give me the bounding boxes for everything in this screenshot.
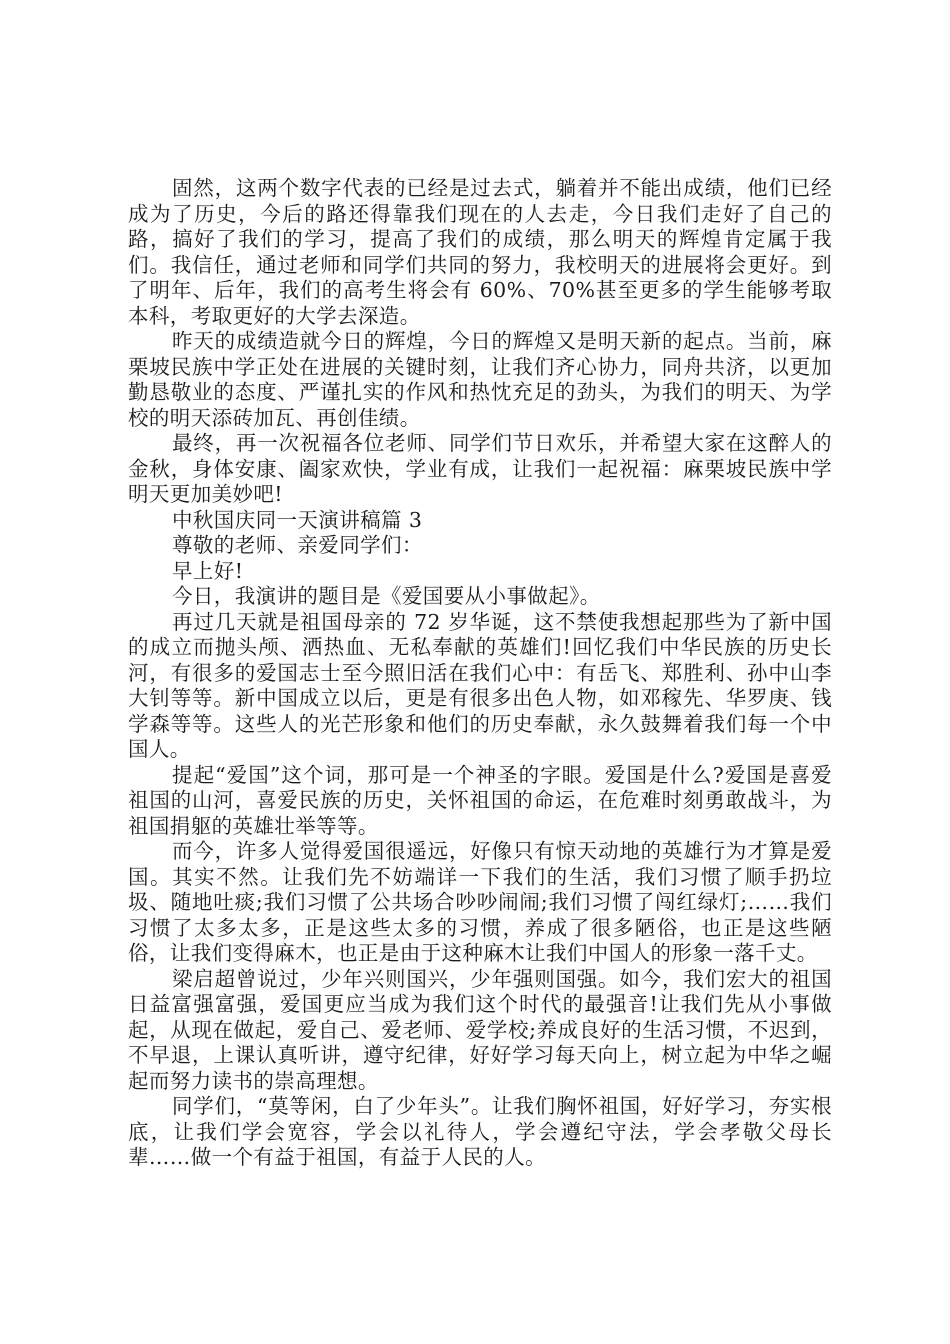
salutation: 尊敬的老师、亲爱同学们： xyxy=(172,533,423,557)
paragraph-yesterday: 昨天的成绩造就今日的辉煌，今日的辉煌又是明天新的起点。当前，麻栗坡民族中学正处在进展的关键时刻，让我们齐心协力，同舟共济，以更加勤恳敬业的态度、严谨扎实的作风和热忱充足的劲头，为我们的明天、为学校的明天添砖加瓦、再创佳绩。 xyxy=(128,329,832,430)
paragraph-conclusion: 同学们，“莫等闲，白了少年头”。让我们胸怀祖国，好好学习，夯实根底，让我们学会宽容，学会以礼待人，学会遵纪守法，学会孝敬父母长辈……做一个有益于祖国，有益于人民的人。 xyxy=(128,1094,832,1169)
paragraph-final-wishes: 最终，再一次祝福各位老师、同学们节日欢乐，并希望大家在这醉人的金秋，身体安康、阖家欢快，学业有成，让我们一起祝福：麻栗坡民族中学明天更加美妙吧! xyxy=(128,431,832,506)
paragraph-topic: 今日，我演讲的题目是《爱国要从小事做起》。 xyxy=(172,584,601,608)
greeting: 早上好! xyxy=(172,558,244,583)
paragraph-heroes: 再过几天就是祖国母亲的 72 岁华诞，这不禁使我想起那些为了新中国的成立而抛头颅、洒热血、无私奉献的英雄们!回忆我们中华民族的历史长河，有很多的爱国志士至今照旧活在我们心中：有岳飞、郑胜利、孙中山李大钊等等。新中国成立以后，更是有很多出色人物，如邓稼先、华罗庚、钱学森等等。这些人的光芒形象和他们的历史奉献，永久鼓舞着我们每一个中国人。 xyxy=(128,609,832,761)
paragraph-habits: 而今，许多人觉得爱国很遥远，好像只有惊天动地的英雄行为才算是爱国。其实不然。让我们先不妨端详一下我们的生活，我们习惯了顺手扔垃圾、随地吐痰;我们习惯了公共场合吵吵闹闹;我们习惯了闯红绿灯;……我们习惯了太多太多，正是这些太多的习惯，养成了很多陋俗，也正是这些陋俗，让我们变得麻木，也正是由于这种麻木让我们中国人的形象一落千丈。 xyxy=(128,839,832,965)
paragraph-closing-past: 固然，这两个数字代表的已经是过去式，躺着并不能出成绩，他们已经成为了历史，今后的路还得靠我们现在的人去走，今日我们走好了自己的路，搞好了我们的学习，提高了我们的成绩，那么明天的辉煌肯定属于我们。我信任，通过老师和同学们共同的努力，我校明天的进展将会更好。到了明年、后年，我们的高考生将会有 60%、70%甚至更多的学生能够考取本科，考取更好的大学去深造。 xyxy=(128,176,832,328)
paragraph-liang-qichao: 梁启超曾说过，少年兴则国兴，少年强则国强。如今，我们宏大的祖国日益富强富强，爱国更应当成为我们这个时代的最强音!让我们先从小事做起，从现在做起，爱自己、爱老师、爱学校;养成良好的生活习惯，不迟到，不早退，上课认真听讲，遵守纪律，好好学习每天向上，树立起为中华之崛起而努力读书的崇高理想。 xyxy=(128,966,832,1093)
paragraph-patriotism-definition: 提起“爱国”这个词，那可是一个神圣的字眼。爱国是什么?爱国是喜爱祖国的山河，喜爱民族的历史，关怀祖国的命运，在危难时刻勇敢战斗，为祖国捐躯的英雄壮举等等。 xyxy=(128,762,832,838)
document-body xyxy=(128,176,832,1171)
section-title: 中秋国庆同一天演讲稿篇 3 xyxy=(172,507,423,532)
